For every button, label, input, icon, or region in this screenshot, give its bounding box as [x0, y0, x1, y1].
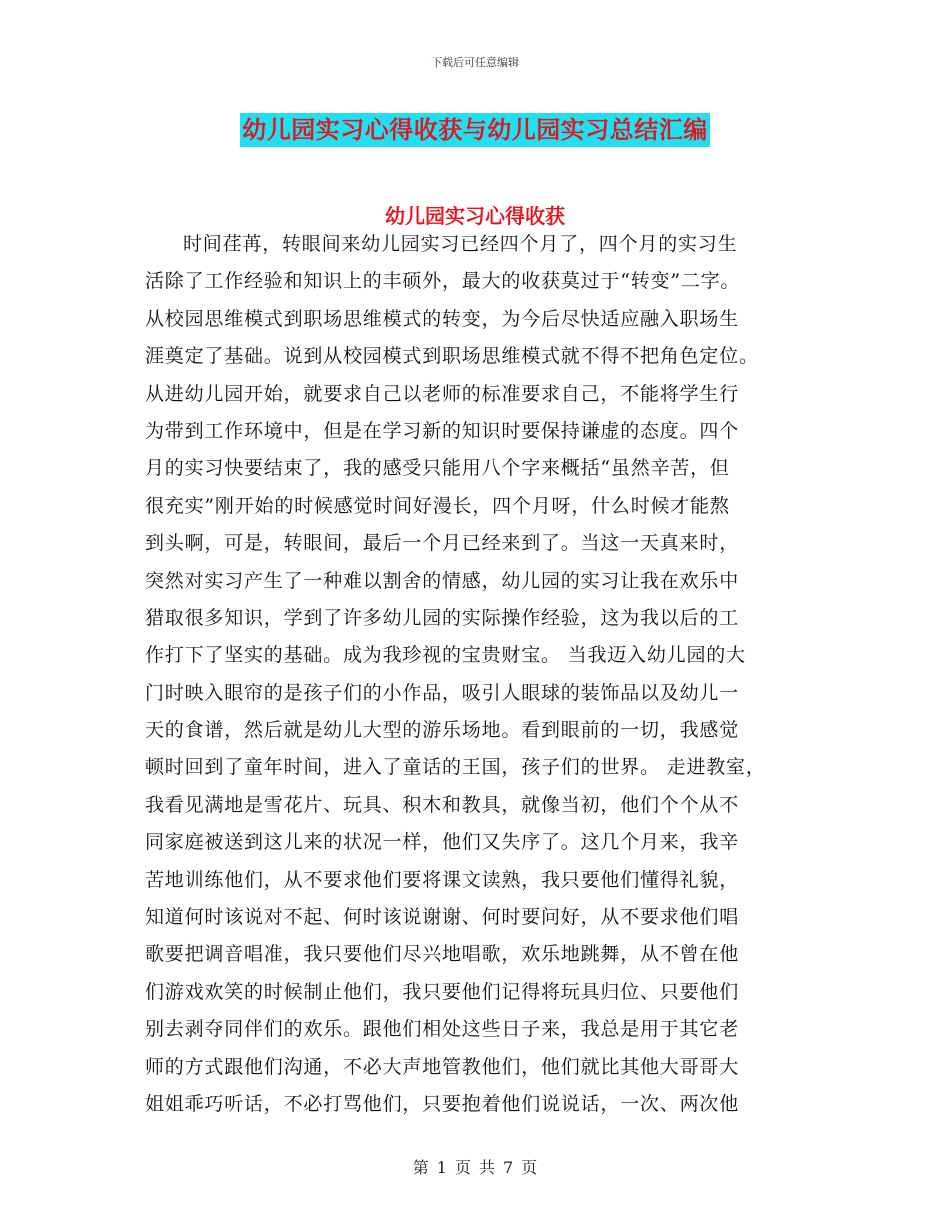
paragraph-line: 活除了工作经验和知识上的丰硕外，最大的收获莫过于“转变”二字。 [145, 270, 741, 293]
footer-prefix: 第 [412, 1158, 429, 1177]
paragraph-line: 从进幼儿园开始，就要求自己以老师的标准要求自己，不能将学生行 [145, 382, 740, 405]
paragraph-line: 别去剥夺同伴们的欢乐。跟他们相处这些日子来，我总是用于其它老 [145, 1018, 740, 1041]
paragraph-line: 很充实”刚开始的时候感觉时间好漫长，四个月呀，什么时候才能熬 [145, 494, 730, 517]
paragraph-line: 从校园思维模式到职场思维模式的转变，为今后尽快适应融入职场生 [145, 307, 740, 330]
paragraph-line: 姐姐乖巧听话，不必打骂他们，只要抱着他们说说话，一次、两次他 [145, 1092, 740, 1115]
paragraph-line: 门时映入眼帘的是孩子们的小作品，吸引人眼球的装饰品以及幼儿一 [145, 681, 740, 704]
body-text [145, 226, 815, 1123]
header-note: 下载后可任意编辑 [431, 56, 519, 69]
paragraph-line: 作打下了坚实的基础。成为我珍视的宝贵财宝。 当我迈入幼儿园的大 [145, 644, 746, 667]
document-title: 幼儿园实习心得收获与幼儿园实习总结汇编 [240, 113, 710, 147]
paragraph-line: 我看见满地是雪花片、玩具、积木和教具，就像当初，他们个个从不 [145, 793, 740, 816]
paragraph-line: 到头啊，可是，转眼间，最后一个月已经来到了。当这一天真来时， [145, 532, 740, 555]
document-title-container [0, 113, 950, 147]
total-page-count: 7 [503, 1158, 514, 1177]
paragraph-line: 时间荏苒，转眼间来幼儿园实习已经四个月了，四个月的实习生 [183, 233, 738, 255]
section-title: 幼儿园实习心得收获 [385, 204, 565, 228]
paragraph-line: 月的实习快要结束了，我的感受只能用八个字来概括“虽然辛苦，但 [145, 457, 730, 480]
paragraph-line: 知道何时该说对不起、何时该说谢谢、何时要问好，从不要求他们唱 [145, 906, 740, 929]
paragraph-line: 涯奠定了基础。说到从校园模式到职场思维模式就不得不把角色定位。 [145, 345, 759, 368]
paragraph-line: 天的食谱，然后就是幼儿大型的游乐场地。看到眼前的一切，我感觉 [145, 719, 740, 742]
page-footer [0, 1155, 950, 1178]
paragraph-line: 们游戏欢笑的时候制止他们，我只要他们记得将玩具归位、只要他们 [145, 980, 740, 1003]
paragraph-line: 歌要把调音唱准，我只要他们尽兴地唱歌，欢乐地跳舞，从不曾在他 [145, 943, 740, 966]
paragraph-line: 突然对实习产生了一种难以割舍的情感，幼儿园的实习让我在欢乐中 [145, 569, 740, 592]
paragraph-line: 为带到工作环境中，但是在学习新的知识时要保持谦虚的态度。四个 [145, 419, 740, 442]
paragraph-line: 师的方式跟他们沟通，不必大声地管教他们，他们就比其他大哥哥大 [145, 1055, 740, 1078]
current-page-number: 1 [436, 1158, 447, 1177]
paragraph-line: 猎取很多知识，学到了许多幼儿园的实际操作经验，这为我以后的工 [145, 606, 740, 629]
paragraph-line: 顿时回到了童年时间，进入了童话的王国，孩子们的世界。 走进教室， [145, 756, 766, 779]
footer-total-prefix: 共 [479, 1158, 496, 1177]
footer-total-unit: 页 [521, 1158, 538, 1177]
paragraph-line: 苦地训练他们，从不要求他们要将课文读熟，我只要他们懂得礼貌， [145, 868, 740, 891]
footer-page-unit: 页 [454, 1158, 471, 1177]
paragraph-line: 同家庭被送到这儿来的状况一样，他们又失序了。这几个月来，我辛 [145, 831, 740, 854]
